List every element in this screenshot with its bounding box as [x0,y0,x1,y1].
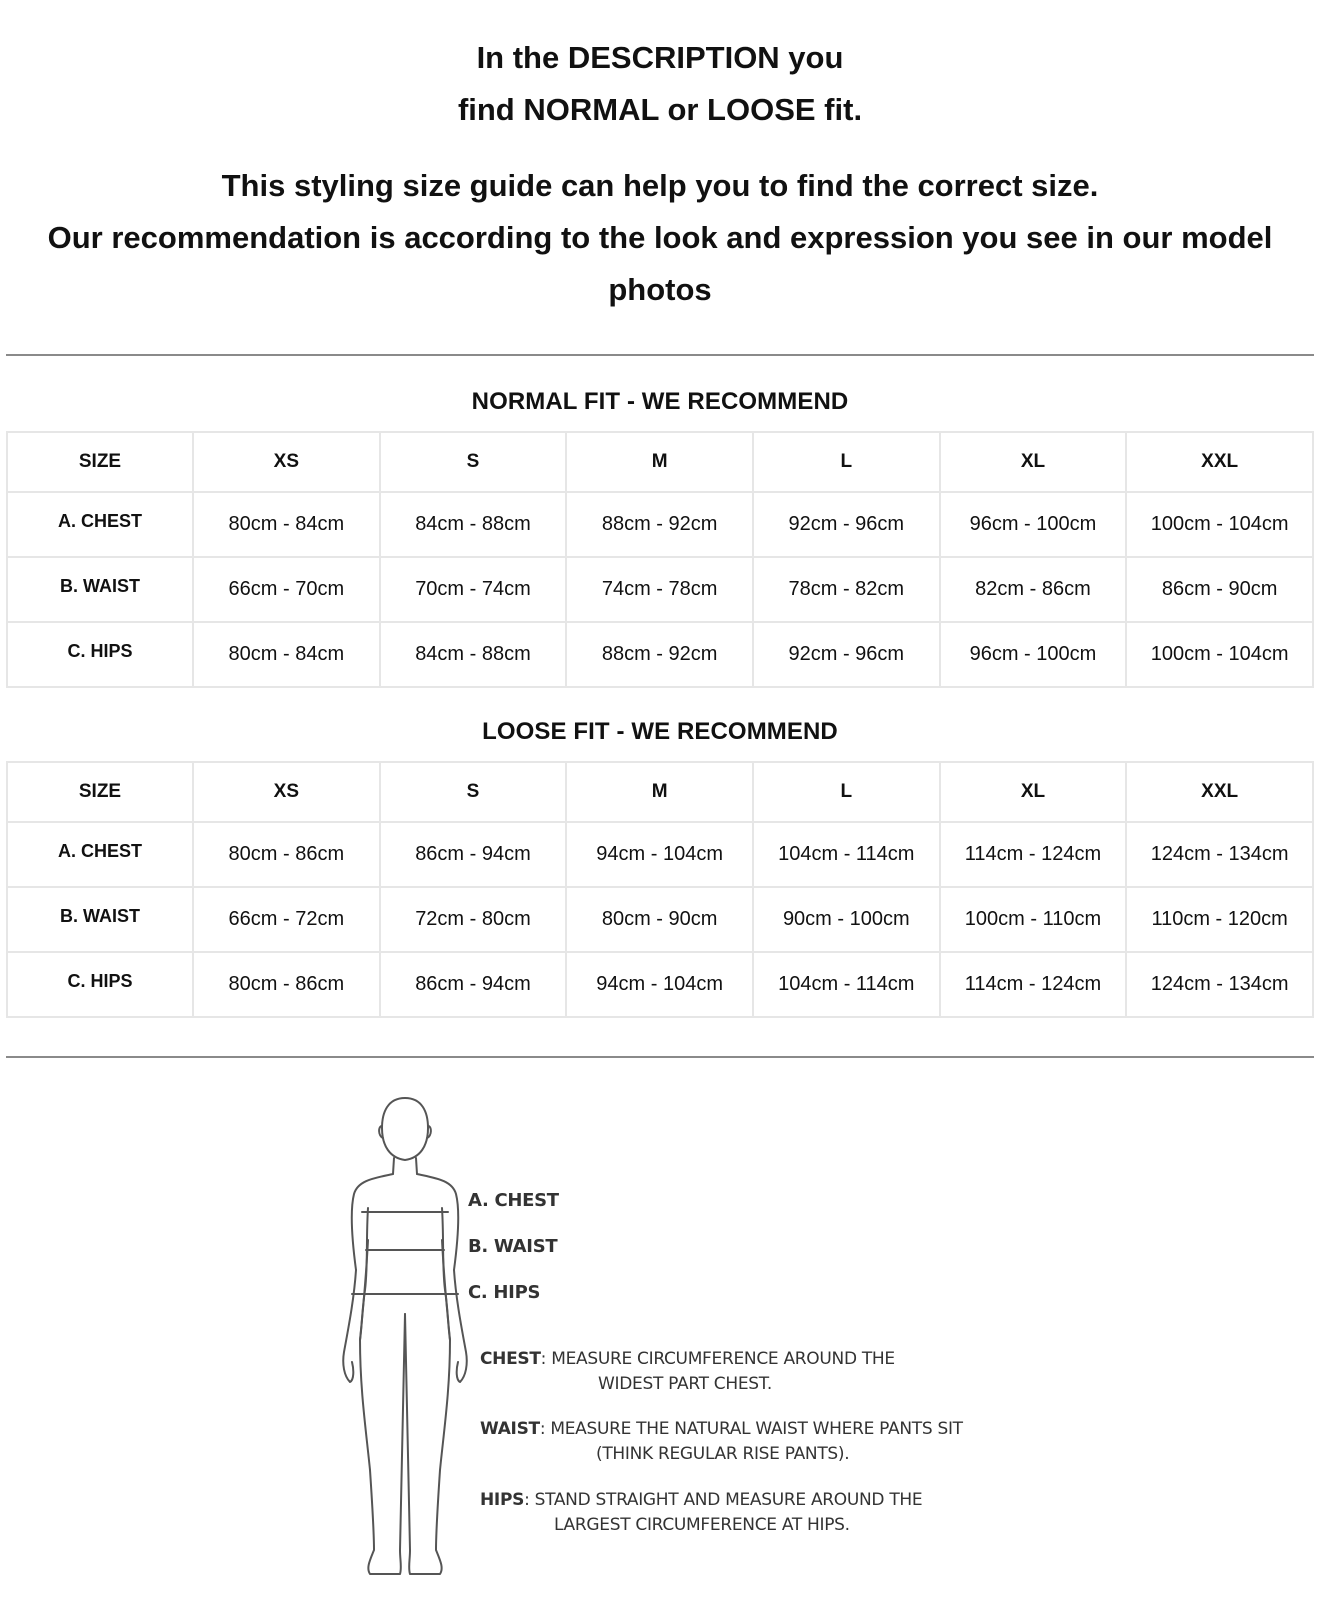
row-label [7,557,193,622]
intro-line-4: Our recommendation is according to the look and expression you see in our model [47,220,1273,255]
table-cell: 92cm - 96cm [753,622,940,687]
intro-line-1: In the DESCRIPTION you [476,40,844,75]
intro-line-3: This styling size guide can help you to find the correct size. [221,168,1099,203]
table-cell: 74cm - 78cm [566,557,753,622]
legend-chest: A. CHEST [468,1190,559,1211]
note-hips-line-1 [480,1488,922,1513]
note-hips-term: HIPS [480,1490,525,1510]
table-row [7,887,1313,952]
row-label [7,887,193,952]
row-label [7,822,193,887]
row-label [7,952,193,1017]
normal-fit-title: NORMAL FIT - WE RECOMMEND [471,388,849,415]
table-cell: 110cm - 120cm [1126,887,1313,952]
legend-waist: B. WAIST [468,1236,558,1257]
table-cell: 72cm - 80cm [380,887,567,952]
table-cell: 92cm - 96cm [753,492,940,557]
note-waist-line-1 [480,1417,963,1442]
table-cell: 80cm - 90cm [566,887,753,952]
note-chest-line-1 [480,1347,895,1372]
table-cell: 84cm - 88cm [380,622,567,687]
row-label-text: C. HIPS [67,971,133,991]
table-row [7,557,1313,622]
row-label-text: B. WAIST [60,906,140,926]
header-cell: SIZE [7,432,193,492]
table-cell: 90cm - 100cm [753,887,940,952]
header-cell: S [380,432,567,492]
legend-hips: C. HIPS [468,1282,541,1303]
note-chest-text-1: : MEASURE CIRCUMFERENCE AROUND THE [540,1349,895,1369]
table-cell: 94cm - 104cm [566,822,753,887]
table-cell: 114cm - 124cm [940,822,1127,887]
header-cell: L [753,432,940,492]
table-cell: 80cm - 86cm [193,822,380,887]
header-cell: M [566,762,753,822]
header-cell: XL [940,432,1127,492]
table-header-row [7,432,1313,492]
header-cell: SIZE [7,762,193,822]
table-cell: 104cm - 114cm [753,822,940,887]
header-cell: XL [940,762,1127,822]
table-cell: 80cm - 84cm [193,622,380,687]
loose-fit-table [6,761,1314,1018]
table-row [7,622,1313,687]
table-cell: 100cm - 104cm [1126,492,1313,557]
table-cell: 66cm - 70cm [193,557,380,622]
divider-top [6,354,1314,356]
table-cell: 88cm - 92cm [566,492,753,557]
divider-bottom [6,1056,1314,1058]
normal-fit-table [6,431,1314,688]
table-cell: 96cm - 100cm [940,622,1127,687]
note-chest [480,1347,895,1397]
body-outline-illustration [330,1090,480,1585]
table-cell: 80cm - 84cm [193,492,380,557]
table-cell: 100cm - 104cm [1126,622,1313,687]
table-row [7,492,1313,557]
header-cell: XXL [1126,762,1313,822]
table-cell: 84cm - 88cm [380,492,567,557]
note-hips-text-1: : STAND STRAIGHT AND MEASURE AROUND THE [524,1490,923,1510]
table-cell: 88cm - 92cm [566,622,753,687]
table-cell: 94cm - 104cm [566,952,753,1017]
table-cell: 96cm - 100cm [940,492,1127,557]
note-waist [480,1417,963,1467]
header-cell: XS [193,432,380,492]
row-label-text: A. CHEST [57,511,142,531]
note-waist-term: WAIST [480,1419,540,1439]
loose-fit-title: LOOSE FIT - WE RECOMMEND [482,718,838,745]
row-label-text: B. WAIST [60,576,140,596]
table-row [7,822,1313,887]
note-hips-text-2: LARGEST CIRCUMFERENCE AT HIPS. [554,1515,850,1535]
table-cell: 86cm - 94cm [380,952,567,1017]
intro-line-5: photos [608,272,712,307]
note-chest-term: CHEST [480,1349,541,1369]
header-cell: L [753,762,940,822]
row-label [7,492,193,557]
note-chest-text-2: WIDEST PART CHEST. [598,1374,772,1394]
header-cell: M [566,432,753,492]
table-cell: 78cm - 82cm [753,557,940,622]
table-cell: 124cm - 134cm [1126,822,1313,887]
table-cell: 100cm - 110cm [940,887,1127,952]
table-cell: 86cm - 90cm [1126,557,1313,622]
table-cell: 66cm - 72cm [193,887,380,952]
intro-line-2: find NORMAL or LOOSE fit. [457,92,863,127]
header-cell: XXL [1126,432,1313,492]
table-cell: 104cm - 114cm [753,952,940,1017]
table-cell: 70cm - 74cm [380,557,567,622]
table-row [7,952,1313,1017]
table-cell: 82cm - 86cm [940,557,1127,622]
table-cell: 80cm - 86cm [193,952,380,1017]
measurement-diagram [0,1090,1320,1608]
row-label-text: C. HIPS [67,641,133,661]
table-header-row [7,762,1313,822]
row-label [7,622,193,687]
note-hips [480,1488,922,1538]
table-cell: 86cm - 94cm [380,822,567,887]
header-cell: XS [193,762,380,822]
row-label-text: A. CHEST [57,841,142,861]
note-waist-text-1: : MEASURE THE NATURAL WAIST WHERE PANTS SIT [539,1419,963,1439]
header-cell: S [380,762,567,822]
note-waist-text-2: (THINK REGULAR RISE PANTS). [596,1444,850,1464]
table-cell: 114cm - 124cm [940,952,1127,1017]
table-cell: 124cm - 134cm [1126,952,1313,1017]
